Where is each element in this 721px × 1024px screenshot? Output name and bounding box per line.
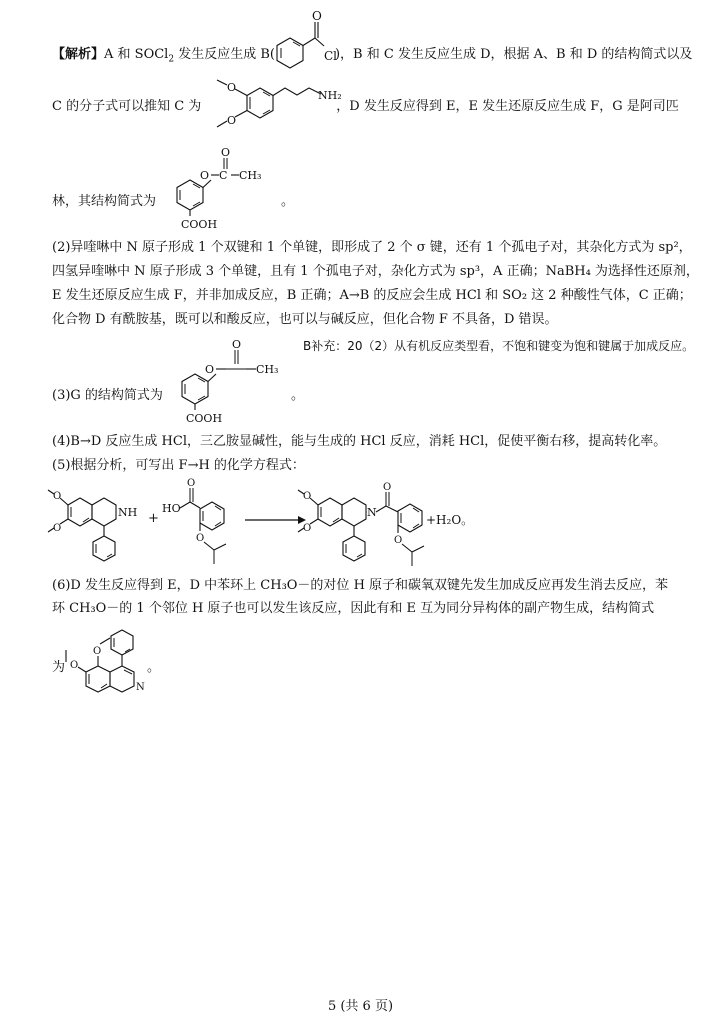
svg-text:COOH: COOH xyxy=(181,218,218,231)
compound-f xyxy=(48,490,137,561)
line-8: (3)G 的结构简式为 。 xyxy=(52,388,304,403)
compound-c-structure xyxy=(205,72,345,138)
svg-text:O: O xyxy=(232,338,242,351)
svg-text:O: O xyxy=(205,363,215,376)
b-chlorine-label: Cl xyxy=(324,49,338,63)
analysis-heading: 【解析】 xyxy=(52,47,105,62)
svg-text:O: O xyxy=(227,114,237,127)
svg-text:O: O xyxy=(227,81,237,94)
line-10: (5)根据分析，可写出 F→H 的化学方程式： xyxy=(52,458,305,473)
svg-text:O: O xyxy=(187,478,196,489)
reaction-scheme xyxy=(40,476,680,572)
line-12: 环 CH₃O－的 1 个邻位 H 原子也可以发生该反应，因此有和 E 互为同分异构体的副产物生成，结构简式 xyxy=(52,601,655,616)
line-4: (2)异喹啉中 N 原子形成 1 个双键和 1 个单键，即形成了 2 个 σ 键，还有 1 个孤电子对，其杂化方式为 sp²， xyxy=(52,240,692,255)
svg-text:N: N xyxy=(367,506,377,519)
plus-sign: + xyxy=(148,511,159,526)
svg-text:O: O xyxy=(221,146,231,159)
svg-text:O: O xyxy=(93,646,102,657)
svg-text:C: C xyxy=(219,169,228,182)
line-11: (6)D 发生反应得到 E，D 中苯环上 CH₃O－的对位 H 原子和碳氧双键先发生加成反应再发生消去反应，苯 xyxy=(52,578,669,593)
svg-text:COOH: COOH xyxy=(186,412,223,425)
supplement-note: B补充：20（2）从有机反应类型看，不饱和键变为饱和键属于加成反应。 xyxy=(303,339,695,353)
compound-b-structure xyxy=(260,4,350,74)
svg-text:HO: HO xyxy=(162,502,181,515)
line-2: C 的分子式可以推知 C 为 ，D 发生反应得到 E，E 发生还原反应生成 F，G 是阿司匹 xyxy=(52,99,679,114)
aspirin-reactant xyxy=(162,478,226,564)
aspirin-structure-2 xyxy=(160,336,295,426)
svg-text:N: N xyxy=(136,682,145,693)
side-product-structure xyxy=(62,622,162,718)
svg-text:O: O xyxy=(394,535,403,546)
line-9: (4)B→D 反应生成 HCl，三乙胺显碱性，能与生成的 HCl 反应，消耗 HCl，促使平衡右移，提高转化率。 xyxy=(52,434,667,449)
svg-text:O: O xyxy=(200,169,210,182)
line-1: 【解析】A 和 SOCl$_2$ 发生反应生成 B( )，B 和 C 发生反应生成 D，根据 A、B 和 D 的结构简式以及 xyxy=(52,47,693,65)
b-oxygen-label: O xyxy=(312,9,322,23)
svg-text:CH₃: CH₃ xyxy=(239,169,262,182)
svg-text:NH: NH xyxy=(118,506,138,519)
line-7: 化合物 D 有酰胺基，既可以和酸反应，也可以与碱反应，但化合物 F 不具备，D 错误。 xyxy=(52,312,558,327)
svg-text:O: O xyxy=(53,523,62,534)
svg-text:O: O xyxy=(70,660,79,671)
svg-text:O: O xyxy=(383,482,392,493)
svg-text:O: O xyxy=(196,533,205,544)
svg-text:O: O xyxy=(303,523,312,534)
line-13: 为 。 xyxy=(52,660,161,675)
svg-text:O: O xyxy=(303,491,312,502)
page-footer: 5 (共 6 页) xyxy=(327,999,394,1014)
svg-text:O: O xyxy=(53,491,62,502)
compound-h xyxy=(298,482,424,566)
c-amine-label: NH₂ xyxy=(318,89,342,102)
svg-text:CH₃: CH₃ xyxy=(256,363,279,376)
water-product: +H₂O。 xyxy=(426,513,474,527)
aspirin-structure-1 xyxy=(155,144,290,232)
line-3: 林，其结构简式为 。 xyxy=(52,194,295,209)
line-5: 四氢异喹啉中 N 原子形成 3 个单键，且有 1 个孤电子对，杂化方式为 sp³，A 正确；NaBH₄ 为选择性还原剂， xyxy=(52,264,699,279)
line-6: E 发生还原反应生成 F，并非加成反应，B 正确；A→B 的反应会生成 HCl 和 SO₂ 这 2 种酸性气体，C 正确； xyxy=(52,288,692,303)
